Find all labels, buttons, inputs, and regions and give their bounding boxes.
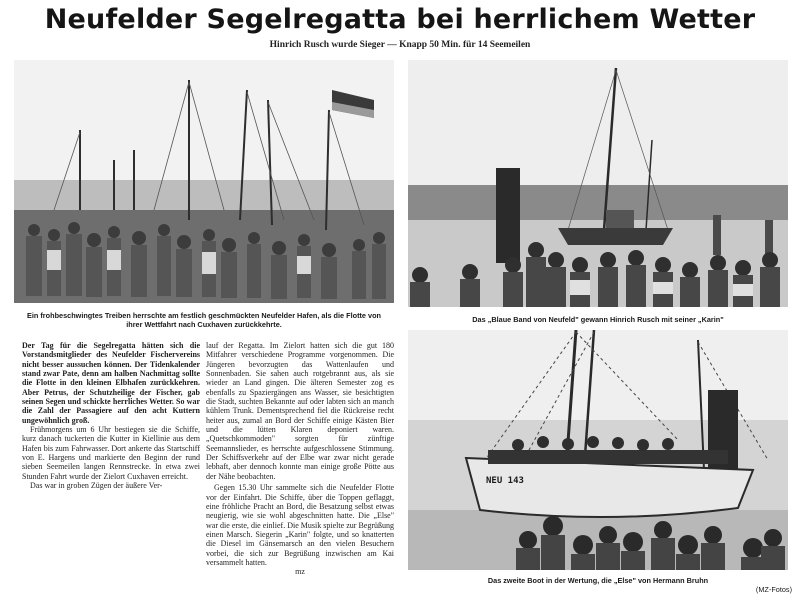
photo-credit: (MZ-Fotos) [755,585,792,594]
article-paragraph-lead: Der Tag für die Segelregatta hätten sich die Vorstandsmitglieder des Neufelder Fischervereins nicht besser aussuchen können. Der Tidenkalender stand zwar Pate, denn am halben Nachmittag sollte die Flotte in den kleinen Elbhafen zurückkehren. Aber Petrus, der Schutzheilige der Fischer, gab seinen Segen und schickte herrliches Wetter. So war die Zahl der Passagiere auf den acht Kuttern ungewöhnlich groß. [22,341,200,425]
photo-caption-karin: Das „Blaue Band von Neufeld" gewann Hinrich Rusch mit seiner „Karin" [472,315,724,324]
photo-harbour-crowd [14,60,394,303]
article-paragraph: Gegen 15.30 Uhr sammelte sich die Neufelder Flotte vor der Einfahrt. Die Schiffe, über die Toppen geflaggt, eine fröhliche Pracht an Bord, die Besatzung selbst etwas neugierig, wie sie wohl abgeschnitten hatte. Die „Else" war die erste, die einlief. Die Musik spielte zur Begrüßung einen Marsch. Siegerin „Karin" folgte, und so knatterten die Diesel im Gänsemarsch an den vielen Besuchern vorbei, die sich zur Begrüßung inzwischen am Kai versammelt hatten. [206,483,394,567]
photo-else-boat [408,330,788,570]
article-paragraph: lauf der Regatta. Im Zielort hatten sich die gut 180 Mitfahrer verschiedene Programme vorgenommen. Die Jüngeren bevorzugten das Wattenlaufen und Sonnenbaden. Sie sahen auch rotgebrannt aus, als sie wieder an Land gingen. Die älteren Semester zog es ebenfalls zu Spaziergängen ans Wasser, sie besichtigten die Stadt, suchten Bekannte auf oder labten sich an manch kühlem Trunk. Dementsprechend fiel die Rückreise recht heiter aus, zumal an Bord der Schiffe einige Kästen Bier und die lütten Klaren deponiert waren. „Quetschkommoden" sorgten für zünftige Seemannslieder, es herrschte aufgeschlossene Stimmung. Der Schiffsverkehr auf der Elbe war zwar nicht gerade lebhaft, aber dennoch konnte man einige große Pötte aus der Nähe beobachten. [206,341,394,481]
subheadline: Hinrich Rusch wurde Sieger — Knapp 50 Min. für 14 Seemeilen [269,40,531,50]
article-column-1 [22,341,200,491]
article-paragraph: Frühmorgens um 6 Uhr bestiegen sie die Schiffe, kurz danach tuckerten die Kutter in Kiellinie aus dem Hafen bis zum Fahrwasser. Dort ankerte das Startschiff von E. Hargens und markierte den Beginn der rund sieben Seemeilen langen Rennstrecke. In etwa zwei Stunden Fahrt wurde der Zielort Cuxhaven erreicht. [22,425,200,481]
photo-caption-else: Das zweite Boot in der Wertung, die „Else" von Hermann Bruhn [487,576,709,585]
photo-caption-harbour: Ein frohbeschwingtes Treiben herrschte am festlich geschmückten Neufelder Hafen, als die Flotte von ihrer Wettfahrt nach Cuxhaven zurückkehrte. [27,311,381,329]
article-column-2 [206,341,394,577]
photo-karin-boat [408,60,788,307]
headline: Neufelder Segelregatta bei herrlichem Wetter [44,4,756,35]
author-initials: mz [295,567,305,577]
article-paragraph: Das war in groben Zügen der äußere Ver- [30,481,163,491]
hull-number: NEU 143 [486,476,524,486]
